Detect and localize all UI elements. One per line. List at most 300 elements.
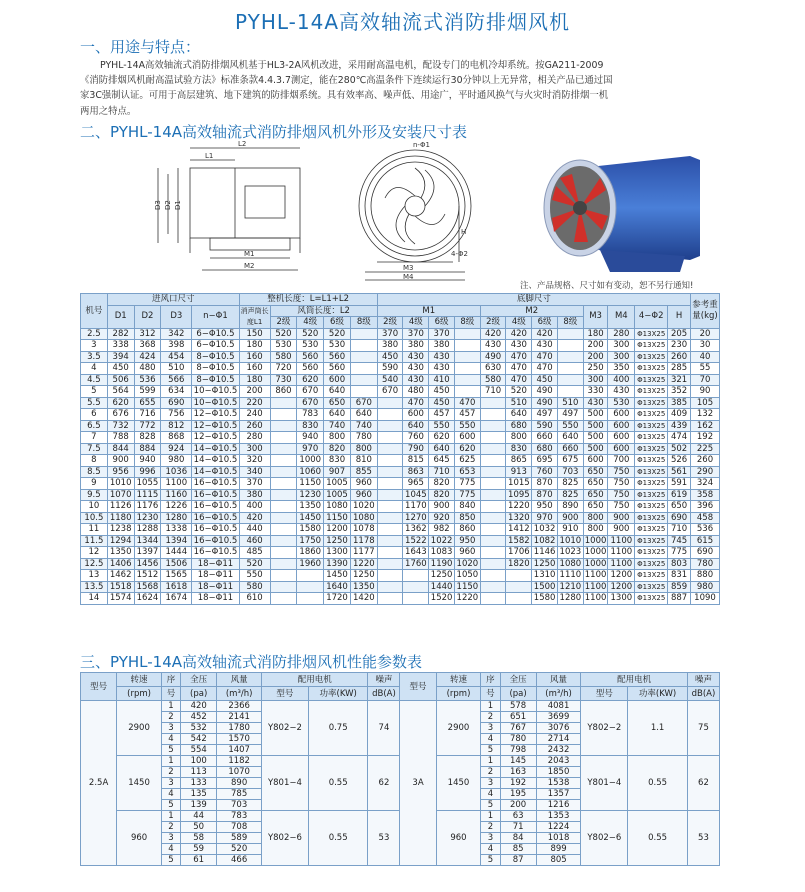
table-cell: 490 <box>532 386 558 398</box>
table-cell: 3 <box>161 723 180 734</box>
table-cell: 1280 <box>161 512 192 524</box>
table-cell: 380 <box>403 340 429 352</box>
table-cell: 1126 <box>107 501 134 513</box>
table-cell: 970 <box>532 512 558 524</box>
table-cell: 480 <box>134 363 161 375</box>
table-cell: 1820 <box>506 558 532 570</box>
table-cell: 1250 <box>324 535 351 547</box>
table-cell: 1440 <box>429 581 455 593</box>
noise-cell: 74 <box>368 701 400 756</box>
table-cell: 720 <box>270 363 297 375</box>
table-cell: 8−Φ10.5 <box>192 351 239 363</box>
table-cell: 300 <box>608 351 635 363</box>
table-cell: 430 <box>403 374 429 386</box>
table-cell: 340 <box>239 466 270 478</box>
header-d1: D1 <box>107 305 134 328</box>
table-cell: 982 <box>429 524 455 536</box>
table-cell: 620 <box>107 397 134 409</box>
table-cell: 1060 <box>297 466 324 478</box>
table-cell: 620 <box>454 443 480 455</box>
table-cell: 660 <box>532 432 558 444</box>
table-cell: 520 <box>270 328 297 340</box>
table-cell: 1250 <box>350 570 377 582</box>
table-cell <box>297 581 324 593</box>
table-cell: 44 <box>181 811 217 822</box>
table-cell: 1100 <box>608 558 635 570</box>
table-cell: 690 <box>161 397 192 409</box>
section2-heading: 二、PYHL-14A高效轴流式消防排烟风机外形及安装尺寸表 <box>80 123 468 141</box>
table-cell: 1115 <box>134 489 161 501</box>
table-cell: 5 <box>161 855 180 866</box>
table-cell: 502 <box>668 443 691 455</box>
table-cell: Φ13X25 <box>635 328 668 340</box>
table-cell: Φ13X25 <box>635 501 668 513</box>
table-cell: 1456 <box>134 558 161 570</box>
header-d3: D3 <box>161 305 192 328</box>
table-cell: 18−Φ11 <box>192 570 239 582</box>
header-m4: M4 <box>608 305 635 328</box>
table-cell: 825 <box>557 489 583 501</box>
table-cell: 900 <box>608 524 635 536</box>
table-cell: 133 <box>181 778 217 789</box>
table-cell: 5.5 <box>81 397 108 409</box>
table-cell: 5 <box>161 745 180 756</box>
perf-header-speed-unit: (rpm) <box>117 687 162 701</box>
table-cell: 454 <box>161 351 192 363</box>
motor-cell: Y802−2 <box>581 701 628 756</box>
table-cell: 321 <box>668 374 691 386</box>
table-cell: 1010 <box>107 478 134 490</box>
table-cell <box>377 558 403 570</box>
table-cell <box>506 570 532 582</box>
table-cell <box>480 466 506 478</box>
table-cell: 300 <box>608 340 635 352</box>
power-cell: 0.55 <box>628 811 688 866</box>
table-cell: 160 <box>239 363 270 375</box>
table-cell: 1568 <box>134 581 161 593</box>
perf-header-speed: 转速 <box>117 673 162 687</box>
table-cell: 200 <box>583 340 608 352</box>
perf-header-flow-unit: (m³/h) <box>217 687 262 701</box>
table-cell: 160 <box>239 351 270 363</box>
table-row <box>81 558 720 570</box>
table-cell: 750 <box>608 466 635 478</box>
performance-table-body <box>81 701 720 866</box>
table-row <box>81 397 720 409</box>
table-cell: 996 <box>134 466 161 478</box>
table-cell: 650 <box>583 478 608 490</box>
table-cell: 470 <box>506 351 532 363</box>
header-pole: 8级 <box>454 317 480 329</box>
table-cell: 780 <box>500 734 536 745</box>
table-cell: 1032 <box>532 524 558 536</box>
header-4-phi2: 4−Φ2 <box>635 305 668 328</box>
table-cell <box>377 466 403 478</box>
table-cell: 1090 <box>691 593 720 605</box>
header-muffler: 消声筒长度L1 <box>239 305 270 328</box>
table-cell: 800 <box>324 432 351 444</box>
table-cell: 1338 <box>161 524 192 536</box>
model-cell: 2.5A <box>81 701 117 866</box>
table-cell: 230 <box>668 340 691 352</box>
table-cell: 458 <box>691 512 720 524</box>
table-cell: 5 <box>481 855 500 866</box>
table-cell: 440 <box>239 524 270 536</box>
table-cell: 430 <box>506 340 532 352</box>
table-cell: 520 <box>506 386 532 398</box>
power-cell: 0.55 <box>628 756 688 811</box>
table-cell: Φ13X25 <box>635 432 668 444</box>
table-cell: 610 <box>239 593 270 605</box>
table-cell: 100 <box>181 756 217 767</box>
table-cell: 1444 <box>161 547 192 559</box>
table-cell: 1100 <box>161 478 192 490</box>
table-cell: 640 <box>324 386 351 398</box>
table-cell: 1420 <box>350 593 377 605</box>
table-cell: 1220 <box>350 558 377 570</box>
speed-cell: 2900 <box>436 701 481 756</box>
table-cell: 651 <box>500 712 536 723</box>
table-row <box>81 466 720 478</box>
table-cell: 16−Φ10.5 <box>193 478 238 488</box>
table-cell: 10−Φ10.5 <box>193 397 238 408</box>
table-cell <box>557 351 583 363</box>
table-cell <box>350 374 377 386</box>
table-cell: 740 <box>324 420 351 432</box>
table-cell: 3 <box>161 778 180 789</box>
table-cell <box>350 363 377 375</box>
table-cell <box>480 409 506 421</box>
header-m3: M3 <box>583 305 608 328</box>
table-cell: 338 <box>107 340 134 352</box>
table-cell: 280 <box>608 328 635 340</box>
description-line: 《消防排烟风机耐高温试验方法》标准条款4.4.3.7测定，能在280℃高温条件下连续运行30分钟以上无异常，相关产品已通过国 <box>80 75 613 87</box>
table-cell: 868 <box>161 432 192 444</box>
table-cell: 2 <box>161 822 180 833</box>
table-cell: 470 <box>506 363 532 375</box>
header-pole: 6级 <box>324 317 351 329</box>
table-cell <box>377 409 403 421</box>
table-cell: 470 <box>454 397 480 409</box>
table-cell: 589 <box>217 833 262 844</box>
table-cell: 965 <box>403 478 429 490</box>
front-view-drawing <box>355 138 495 283</box>
table-cell: 670 <box>297 397 324 409</box>
table-cell: 145 <box>500 756 536 767</box>
table-cell: 803 <box>668 558 691 570</box>
table-cell: 1780 <box>217 723 262 734</box>
table-cell: 600 <box>324 374 351 386</box>
table-cell: 424 <box>134 351 161 363</box>
table-cell: 420 <box>181 701 217 712</box>
description-paragraph <box>80 58 740 119</box>
header-tube: 风筒长度：L2 <box>270 305 377 317</box>
table-cell: 200 <box>239 386 270 398</box>
table-cell: 1226 <box>161 501 192 513</box>
table-cell: 599 <box>134 386 161 398</box>
table-cell: 7 <box>81 432 108 444</box>
perf-header-pressure: 全压 <box>181 673 217 687</box>
table-cell: 3 <box>481 723 500 734</box>
table-cell: 460 <box>239 535 270 547</box>
perf-header-seq: 序 <box>161 673 180 687</box>
table-cell: 20 <box>691 328 720 340</box>
table-cell: 1362 <box>403 524 429 536</box>
table-cell: 2.5 <box>81 328 108 340</box>
perf-header-flow-unit: (m³/h) <box>536 687 581 701</box>
header-h: H <box>668 305 691 328</box>
table-cell: 480 <box>403 386 429 398</box>
table-cell <box>480 501 506 513</box>
table-cell: 1512 <box>134 570 161 582</box>
table-cell: Φ13X25 <box>635 535 668 547</box>
motor-cell: Y801−4 <box>262 756 309 811</box>
motor-cell: Y802−6 <box>581 811 628 866</box>
table-cell: 716 <box>134 409 161 421</box>
table-cell: 625 <box>454 455 480 467</box>
table-cell: 960 <box>350 478 377 490</box>
table-cell: 542 <box>181 734 217 745</box>
table-cell: 4081 <box>536 701 581 712</box>
table-cell: 710 <box>480 386 506 398</box>
table-cell: 640 <box>403 420 429 432</box>
table-cell: 2432 <box>536 745 581 756</box>
table-cell <box>377 547 403 559</box>
table-cell: 420 <box>239 512 270 524</box>
table-cell: 940 <box>297 432 324 444</box>
table-row <box>81 581 720 593</box>
table-cell: 250 <box>583 363 608 375</box>
table-cell: 820 <box>429 478 455 490</box>
table-cell: 1506 <box>161 558 192 570</box>
header-pole: 6级 <box>429 317 455 329</box>
table-row <box>81 478 720 490</box>
table-cell: 620 <box>297 374 324 386</box>
table-cell: Φ13X25 <box>635 593 668 605</box>
header-pole: 8级 <box>350 317 377 329</box>
table-cell: 676 <box>107 409 134 421</box>
table-cell <box>297 570 324 582</box>
table-cell: 1150 <box>297 478 324 490</box>
table-cell <box>454 340 480 352</box>
table-cell: 520 <box>217 844 262 855</box>
table-cell: 790 <box>403 443 429 455</box>
table-cell: 785 <box>217 789 262 800</box>
table-cell <box>480 558 506 570</box>
fan-product-image <box>530 138 720 278</box>
table-cell: 550 <box>454 420 480 432</box>
perf-header-flow: 风量 <box>217 673 262 687</box>
table-cell: 7.5 <box>81 443 108 455</box>
table-cell: 500 <box>583 432 608 444</box>
table-cell: 370 <box>429 328 455 340</box>
perf-header-model: 型号 <box>400 673 436 701</box>
table-cell: 1082 <box>532 535 558 547</box>
table-cell: 850 <box>454 512 480 524</box>
table-cell: 6−Φ10.5 <box>192 340 239 352</box>
table-cell: 105 <box>691 397 720 409</box>
table-cell: 1110 <box>557 570 583 582</box>
table-cell: 61 <box>181 855 217 866</box>
table-cell: 660 <box>557 443 583 455</box>
label-m3: M3 <box>403 264 414 272</box>
table-cell <box>270 478 297 490</box>
speed-cell: 1450 <box>117 756 162 811</box>
table-cell: 260 <box>239 420 270 432</box>
table-cell: 192 <box>691 432 720 444</box>
table-cell: 550 <box>429 420 455 432</box>
table-cell: 708 <box>217 822 262 833</box>
table-cell: 5 <box>481 800 500 811</box>
header-weight: 参考重量(kg) <box>691 294 720 329</box>
table-cell: 1010 <box>557 535 583 547</box>
table-cell: 4 <box>161 789 180 800</box>
table-cell: 9.5 <box>81 489 108 501</box>
table-cell <box>270 547 297 559</box>
table-cell: 1643 <box>403 547 429 559</box>
table-cell: 1850 <box>536 767 581 778</box>
table-cell: 670 <box>377 386 403 398</box>
table-cell: 812 <box>161 420 192 432</box>
table-cell: 1320 <box>506 512 532 524</box>
table-cell: 420 <box>506 328 532 340</box>
table-cell: 1394 <box>161 535 192 547</box>
table-cell <box>480 535 506 547</box>
table-cell: 1350 <box>350 581 377 593</box>
table-cell: 703 <box>217 800 262 811</box>
table-cell: 650 <box>583 489 608 501</box>
table-cell: 1083 <box>429 547 455 559</box>
table-cell: 890 <box>557 501 583 513</box>
table-cell <box>480 397 506 409</box>
table-cell: 830 <box>297 420 324 432</box>
table-cell: 1270 <box>403 512 429 524</box>
table-cell: 1150 <box>454 581 480 593</box>
table-cell: 960 <box>350 489 377 501</box>
table-cell: 740 <box>350 420 377 432</box>
table-cell <box>270 489 297 501</box>
table-cell: 1170 <box>403 501 429 513</box>
table-cell: 8 <box>81 455 108 467</box>
table-cell: 113 <box>181 767 217 778</box>
table-cell: 1200 <box>324 524 351 536</box>
table-cell: 510 <box>506 397 532 409</box>
table-cell: 1522 <box>403 535 429 547</box>
table-cell: 1 <box>161 701 180 712</box>
table-cell: 180 <box>583 328 608 340</box>
table-cell: 18−Φ11 <box>192 558 239 570</box>
table-cell <box>270 535 297 547</box>
table-cell: 600 <box>583 455 608 467</box>
label-n-phi1: n-Φ1 <box>413 141 430 149</box>
table-cell: 783 <box>297 409 324 421</box>
table-cell: 5 <box>481 745 500 756</box>
table-cell: Φ13X25 <box>635 466 668 478</box>
table-cell <box>557 363 583 375</box>
table-cell: 520 <box>297 328 324 340</box>
table-cell: 590 <box>532 420 558 432</box>
table-cell <box>270 420 297 432</box>
table-cell: 830 <box>506 443 532 455</box>
table-cell: 1224 <box>536 822 581 833</box>
table-cell: 330 <box>583 386 608 398</box>
page-title: PYHL-14A高效轴流式消防排烟风机 <box>234 10 570 34</box>
table-cell: 430 <box>403 351 429 363</box>
table-cell <box>480 581 506 593</box>
table-cell <box>377 455 403 467</box>
table-cell: 1100 <box>584 593 607 603</box>
table-cell <box>454 386 480 398</box>
table-cell: 400 <box>608 374 635 386</box>
table-cell: 703 <box>557 466 583 478</box>
table-cell <box>270 581 297 593</box>
table-cell: 506 <box>107 374 134 386</box>
table-cell <box>270 466 297 478</box>
table-cell: 750 <box>608 478 635 490</box>
perf-header-pressure-unit: (pa) <box>181 687 217 701</box>
table-cell: 1000 <box>584 558 607 569</box>
table-cell: Φ13X25 <box>635 374 668 386</box>
table-cell: 260 <box>691 455 720 467</box>
table-cell <box>270 558 297 570</box>
table-cell: 430 <box>429 363 455 375</box>
table-cell <box>377 432 403 444</box>
table-cell: 1350 <box>297 501 324 513</box>
table-cell: 1353 <box>536 811 581 822</box>
header-pole: 2级 <box>377 317 403 329</box>
table-cell: 1015 <box>506 478 532 490</box>
table-cell: 220 <box>239 397 270 409</box>
table-cell: 550 <box>557 420 583 432</box>
table-cell: 560 <box>324 351 351 363</box>
table-cell <box>506 593 532 605</box>
table-row <box>81 547 720 559</box>
table-cell: Φ13X25 <box>635 397 668 409</box>
table-cell: 300 <box>239 443 270 455</box>
table-cell: 500 <box>583 409 608 421</box>
table-cell: 1310 <box>532 570 558 582</box>
speed-cell: 1450 <box>436 756 481 811</box>
table-cell: 810 <box>350 455 377 467</box>
description-line: 家3C强制认证。可用于高层建筑、地下建筑的防排烟系统。具有效率高、噪声低、用途广，平时通风换气与火灾时消防排烟一机 <box>80 90 609 102</box>
table-cell: 1574 <box>107 593 134 605</box>
table-cell: 14 <box>81 593 108 605</box>
table-cell: 14−Φ10.5 <box>193 443 238 454</box>
table-cell: 3 <box>161 833 180 844</box>
table-cell: 800 <box>583 524 608 536</box>
table-cell: 800 <box>583 512 608 524</box>
table-cell: 924 <box>161 443 192 455</box>
perf-header-motor: 配用电机 <box>581 673 687 687</box>
table-cell: 1022 <box>429 535 455 547</box>
table-cell: 500 <box>583 443 608 455</box>
table-cell: 640 <box>429 443 455 455</box>
table-cell: 670 <box>297 386 324 398</box>
table-cell: 690 <box>691 547 720 559</box>
table-cell: 1250 <box>429 570 455 582</box>
table-cell: 430 <box>429 351 455 363</box>
table-cell: 640 <box>350 409 377 421</box>
table-cell: 470 <box>506 374 532 386</box>
table-cell: 828 <box>134 432 161 444</box>
table-cell: 1176 <box>134 501 161 513</box>
table-cell: 1294 <box>107 535 134 547</box>
table-cell: 450 <box>429 397 455 409</box>
table-cell: 1230 <box>134 512 161 524</box>
table-cell: 4 <box>161 734 180 745</box>
table-cell: 13 <box>81 570 108 582</box>
table-cell: 352 <box>668 386 691 398</box>
